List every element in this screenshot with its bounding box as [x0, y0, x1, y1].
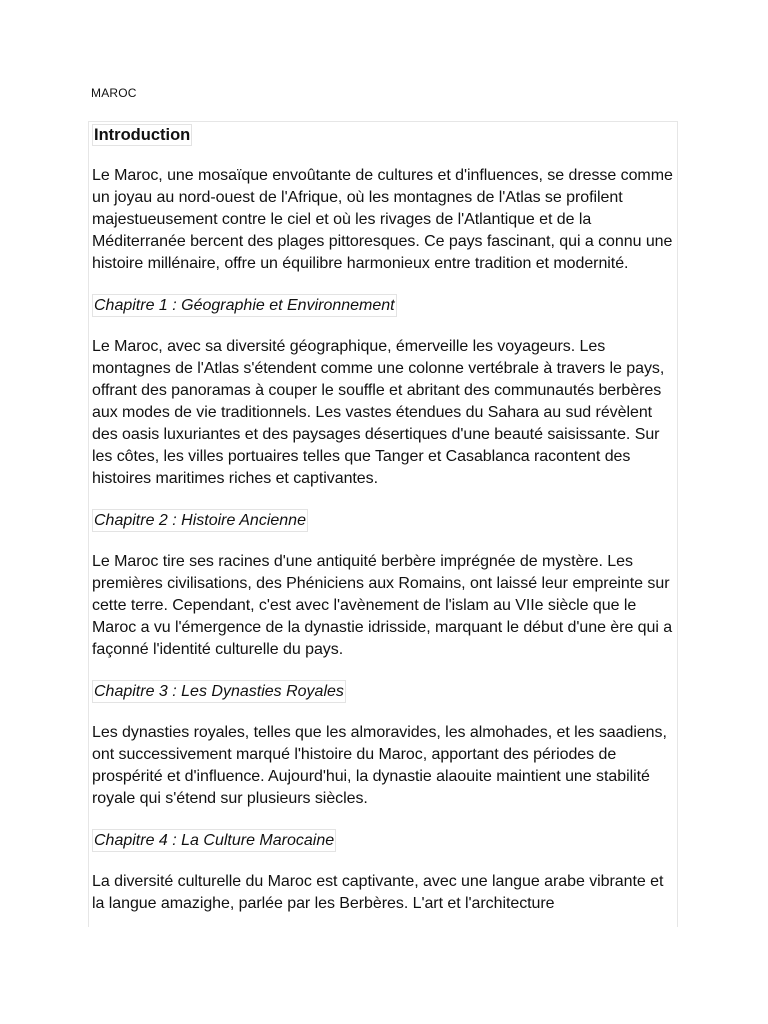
chapter-3-heading: Chapitre 3 : Les Dynasties Royales — [92, 680, 346, 703]
chapter-3-paragraph: Les dynasties royales, telles que les almoravides, les almohades, et les saadiens, ont successivement marqué l'histoire du Maroc, apportant des périodes de prospérité et d'influence. Aujourd'hui, la dynastie alaouite maintient une stabilité royale qui s'étend sur plusieurs siècles. — [92, 724, 667, 807]
chapter-2-heading: Chapitre 2 : Histoire Ancienne — [92, 509, 308, 532]
content-body — [89, 122, 677, 915]
introduction-paragraph: Le Maroc, une mosaïque envoûtante de cultures et d'influences, se dresse comme un joyau au nord-ouest de l'Afrique, où les montagnes de l'Atlas se profilent majestueusement contre le ciel et où les rivages de l'Atlantique et de la Méditerranée bercent des plages pittoresques. Ce pays fascinant, qui a connu une histoire millénaire, offre un équilibre harmonieux entre tradition et modernité. — [92, 167, 673, 272]
chapter-1-heading: Chapitre 1 : Géographie et Environnement — [92, 294, 397, 317]
content-frame — [88, 121, 678, 927]
chapter-2-paragraph: Le Maroc tire ses racines d'une antiquité berbère imprégnée de mystère. Les premières civilisations, des Phéniciens aux Romains, ont laissé leur empreinte sur cette terre. Cependant, c'est avec l'avènement de l'islam au VIIe siècle que le Maroc a vu l'émergence de la dynastie idrisside, marquant le début d'une ère qui a façonné l'identité culturelle du pays. — [92, 553, 673, 658]
introduction-heading: Introduction — [94, 126, 191, 144]
chapter-1-paragraph: Le Maroc, avec sa diversité géographique, émerveille les voyageurs. Les montagnes de l'Atlas s'étendent comme une colonne vertébrale à travers le pays, offrant des panoramas à couper le souffle et abritant des communautés berbères aux modes de vie traditionnels. Les vastes étendues du Sahara au sud révèlent des oasis luxuriantes et des paysages désertiques d'une beauté saisissante. Sur les côtes, les villes portuaires telles que Tanger et Casablanca racontent des histoires maritimes riches et captivantes. — [92, 338, 665, 487]
chapter-4-paragraph: La diversité culturelle du Maroc est captivante, avec une langue arabe vibrante et la langue amazighe, parlée par les Berbères. L'art et l'architecture — [92, 873, 664, 912]
document-header: MAROC — [91, 86, 137, 100]
chapter-4-heading: Chapitre 4 : La Culture Marocaine — [92, 829, 336, 852]
